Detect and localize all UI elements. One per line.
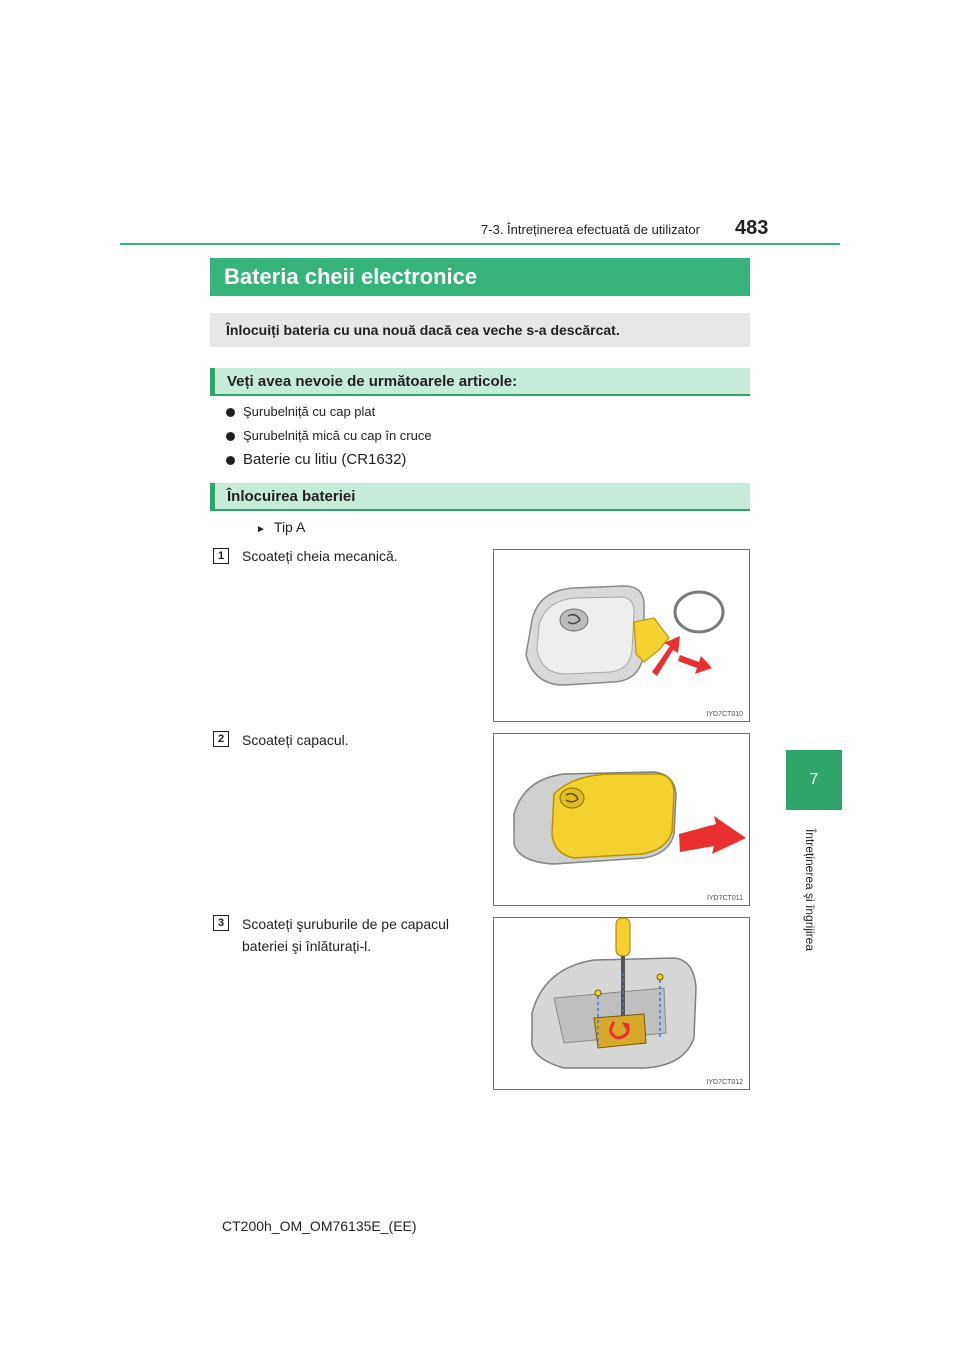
type-label [256,519,305,535]
list-item [226,428,432,443]
step-text: Scoateți şuruburile de pe capacul bateriei şi înlăturați-l. [242,916,450,954]
section-title: 7-3. Întreținerea efectuată de utilizator [481,222,700,237]
figure-code: IYD7CT012 [706,1079,743,1086]
key-fob-illustration [494,550,749,721]
step-number: 3 [213,915,229,931]
type-label-text: Tip A [273,519,306,535]
header-rule [120,243,840,245]
bullet-icon [226,432,235,441]
page-title: Bateria cheii electronice [210,258,750,296]
list-item [226,404,375,419]
step-text: Scoateți cheia mecanică. [242,548,398,564]
list-item-text: Şurubelniță cu cap plat [243,404,376,419]
bullet-icon [226,408,235,417]
figure-code: IYD7CT010 [706,711,743,718]
chapter-label [795,820,825,960]
figure-remove-cover [493,733,750,906]
key-cover-illustration [494,734,749,905]
needs-heading: Veți avea nevoie de următoarele articole: [210,368,750,396]
step-text: Scoateți capacul. [242,732,349,748]
figure-code: IYD7CT011 [706,895,743,902]
triangle-right-icon: ► [256,524,266,535]
list-item-text: Şurubelniță mică cu cap în cruce [243,428,432,443]
chapter-label-text: Întreținerea şi îngrijirea [803,828,817,952]
document-code: CT200h_OM_OM76135E_(EE) [222,1218,417,1234]
page-number: 483 [735,217,769,239]
intro-box: Înlocuiți bateria cu una nouă dacă cea veche s-a descărcat. [210,313,750,347]
chapter-tab[interactable] [786,750,842,810]
screwdriver-illustration [494,918,749,1089]
chapter-number: 7 [809,771,819,788]
list-item-text: Baterie cu litiu (CR1632) [243,451,407,468]
replace-heading: Înlocuirea bateriei [210,483,750,511]
figure-remove-mechanical-key [493,549,750,722]
step-number: 2 [213,731,229,747]
list-item [226,451,406,468]
step-number: 1 [213,548,229,564]
bullet-icon [226,456,235,465]
figure-remove-battery-cover-screws [493,917,750,1090]
